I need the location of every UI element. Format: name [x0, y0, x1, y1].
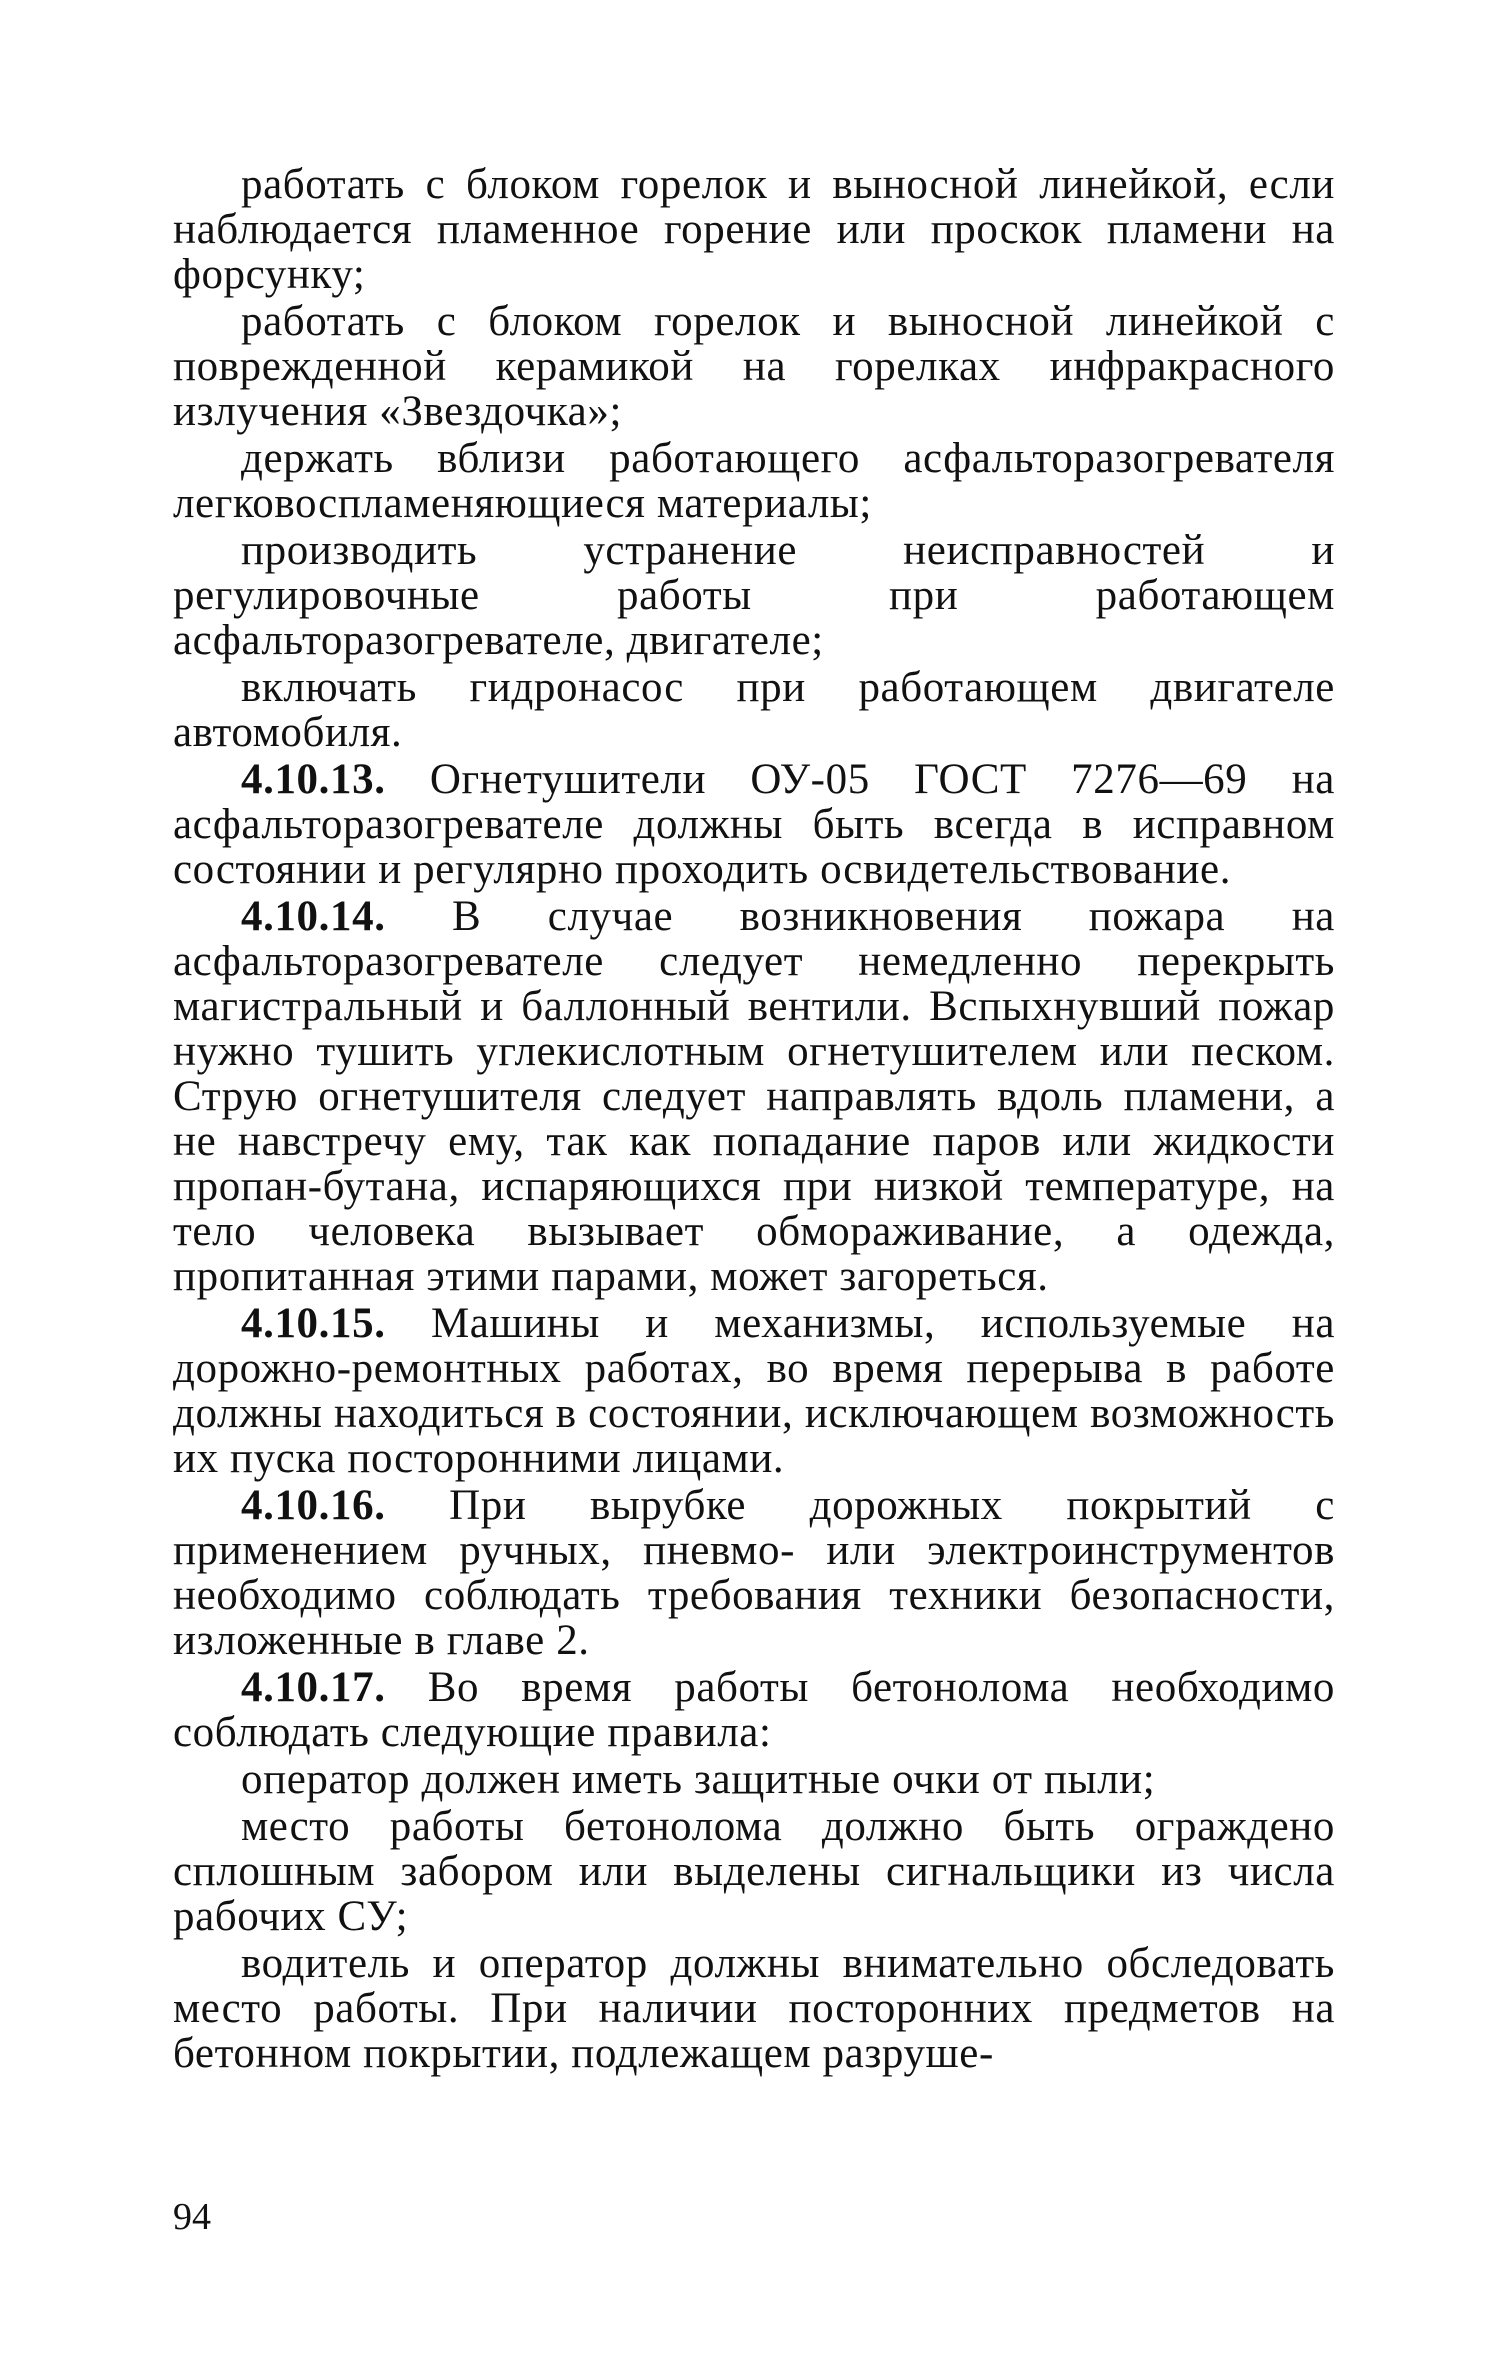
section-number: 4.10.14.: [241, 893, 386, 940]
paragraph-text: водитель и оператор должны внимательно обследовать место работы. При наличии посторонних предметов на бетонном покрытии, подлежащем разруше-: [173, 1940, 1335, 2077]
section-number: 4.10.13.: [241, 756, 386, 803]
paragraph-text: производить устранение неисправностей и регулировочные работы при работающем асфальторазогревателе, двигателе;: [173, 527, 1335, 664]
paragraph-text: место работы бетонолома должно быть ограждено сплошным забором или выделены сигнальщики из числа рабочих СУ;: [173, 1803, 1335, 1940]
paragraph-5: [173, 665, 1335, 755]
paragraph-text: Во время работы бетонолома необходимо соблюдать следующие правила:: [173, 1664, 1335, 1756]
section-number: 4.10.16.: [241, 1482, 386, 1529]
paragraph-text: держать вблизи работающего асфальторазогревателя легковоспламеняющиеся материалы;: [173, 435, 1335, 527]
paragraph-2: [173, 299, 1335, 434]
paragraph-text: оператор должен иметь защитные очки от пыли;: [241, 1756, 1156, 1803]
paragraph-12: [173, 1804, 1335, 1939]
paragraph-text: В случае возникновения пожара на асфальторазогревателе следует немедленно перекрыть магистральный и баллонный вентили. Вспыхнувший пожар нужно тушить углекислотным огнетушителем или песком. Струю огнетушителя следует направлять вдоль пламени, а не навстречу ему, так как попадание паров или жидкости пропан-бутана, испаряющихся при низкой температуре, на тело человека вызывает обмораживание, а одежда, пропитанная этими парами, может загореться.: [173, 893, 1335, 1300]
paragraph-1: [173, 162, 1335, 297]
section-4-10-17: [173, 1665, 1335, 1755]
section-4-10-14: [173, 894, 1335, 1299]
paragraph-13: [173, 1941, 1335, 2076]
section-4-10-16: [173, 1483, 1335, 1663]
paragraph-3: [173, 436, 1335, 526]
section-number: 4.10.15.: [241, 1300, 386, 1347]
paragraph-11: [173, 1757, 1335, 1802]
page-number: 94: [173, 2196, 211, 2238]
paragraph-text: При вырубке дорожных покрытий с применением ручных, пневмо- или электроинструментов необходимо соблюдать требования техники безопасности, изложенные в главе 2.: [173, 1482, 1335, 1664]
paragraph-text: Машины и механизмы, используемые на дорожно-ремонтных работах, во время перерыва в работе должны находиться в состоянии, исключающем возможность их пуска посторонними лицами.: [173, 1300, 1335, 1482]
paragraph-text: работать с блоком горелок и выносной линейкой с поврежденной керамикой на горелках инфракрасного излучения «Звездочка»;: [173, 298, 1335, 435]
paragraph-text: Огнетушители ОУ-05 ГОСТ 7276—69 на асфальторазогревателе должны быть всегда в исправном состоянии и регулярно проходить освидетельствование.: [173, 756, 1335, 893]
section-4-10-13: [173, 757, 1335, 892]
section-number: 4.10.17.: [241, 1664, 386, 1711]
paragraph-text: работать с блоком горелок и выносной линейкой, если наблюдается пламенное горение или проскок пламени на форсунку;: [173, 161, 1335, 298]
page-body: [173, 160, 1335, 2076]
paragraph-4: [173, 528, 1335, 663]
section-4-10-15: [173, 1301, 1335, 1481]
paragraph-text: включать гидронасос при работающем двигателе автомобиля.: [173, 664, 1335, 756]
